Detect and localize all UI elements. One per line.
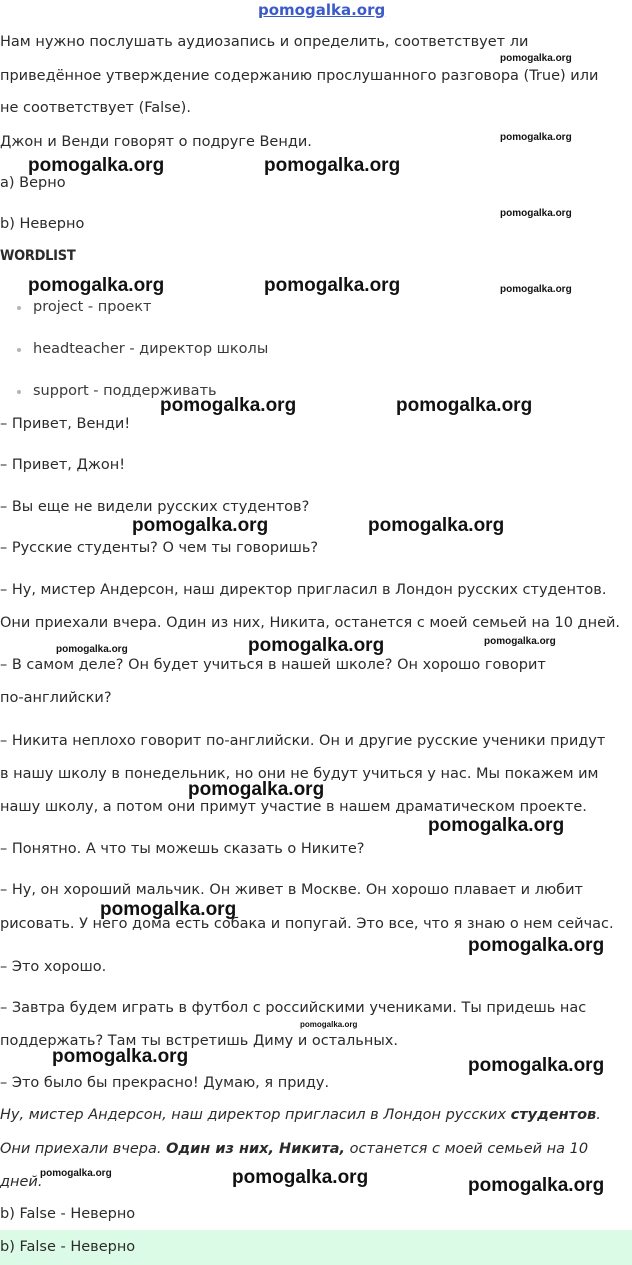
dialogue-line: Они приехали вчера. Один из них, Никита, останется с моей семьей на 10 дней. (0, 615, 621, 631)
watermark: pomogalka.org (500, 53, 572, 64)
statement: Джон и Венди говорят о подруге Венди. (0, 134, 312, 150)
dialogue-line: – Привет, Венди! (0, 416, 131, 432)
dialogue-line: – В самом деле? Он будет учиться в нашей школе? Он хорошо говорит (0, 657, 546, 673)
dialogue-line: – Понятно. А что ты можешь сказать о Никите? (0, 841, 365, 857)
watermark: pomogalka.org (428, 815, 565, 836)
dialogue-line: – Привет, Джон! (0, 457, 126, 473)
dialogue-line: – Это было бы прекрасно! Думаю, я приду. (0, 1075, 330, 1091)
answer-highlight-text: b) False - Неверно (0, 1239, 136, 1255)
wordlist-item: support - поддерживать (33, 383, 217, 399)
dialogue-line: – Никита неплохо говорит по-английски. Он и другие русские ученики придут (0, 733, 606, 749)
bullet-dot-icon (17, 390, 21, 394)
quote-line-3: дней. (0, 1174, 43, 1190)
dialogue-line: – Завтра будем играть в футбол с российскими учениками. Ты придешь нас (0, 1000, 587, 1016)
watermark: pomogalka.org (52, 1046, 189, 1067)
watermark: pomogalka.org (160, 395, 297, 416)
bullet-dot-icon (17, 348, 21, 352)
watermark: pomogalka.org (100, 899, 237, 920)
watermark: pomogalka.org (500, 208, 572, 219)
bullet-dot-icon (17, 306, 21, 310)
watermark: pomogalka.org (468, 935, 605, 956)
watermark: pomogalka.org (468, 1055, 605, 1076)
answer-text: b) False - Неверно (0, 1206, 136, 1222)
intro-line-3: не соответствует (False). (0, 100, 191, 116)
watermark: pomogalka.org (40, 1168, 112, 1179)
wordlist-title: WORDLIST (0, 248, 76, 264)
intro-line-1: Нам нужно послушать аудиозапись и определить, соответствует ли (0, 34, 529, 50)
quote-text: Они приехали вчера. (0, 1141, 167, 1157)
option-b: b) Неверно (0, 216, 85, 232)
wordlist-item: project - проект (33, 299, 152, 315)
quote-text: Ну, мистер Андерсон, наш директор пригласил в Лондон русских (0, 1107, 511, 1123)
watermark: pomogalka.org (468, 1175, 605, 1196)
wordlist-item: headteacher - директор школы (33, 341, 269, 357)
intro-line-2: приведённое утверждение содержанию прослушанного разговора (True) или (0, 68, 599, 84)
watermark: pomogalka.org (500, 284, 572, 295)
watermark: pomogalka.org (56, 644, 128, 655)
option-a: a) Верно (0, 175, 66, 191)
watermark: pomogalka.org (264, 155, 401, 176)
quote-text: останется с моей семьей на 10 (345, 1141, 589, 1157)
watermark: pomogalka.org (300, 1020, 358, 1029)
watermark: pomogalka.org (28, 275, 165, 296)
site-logo-link[interactable]: pomogalka.org (258, 1, 386, 19)
watermark: pomogalka.org (484, 636, 556, 647)
dialogue-line: – Это хорошо. (0, 959, 107, 975)
dialogue-line: – Вы еще не видели русских студентов? (0, 499, 310, 515)
watermark: pomogalka.org (396, 395, 533, 416)
quote-highlight: Один из них, Никита, (166, 1141, 346, 1157)
dialogue-line: по-английски? (0, 690, 112, 706)
dialogue-line: – Ну, он хороший мальчик. Он живет в Москве. Он хорошо плавает и любит (0, 882, 583, 898)
quote-highlight: студентов (510, 1107, 597, 1123)
quote-line-1 (0, 1105, 601, 1125)
quote-line-2 (0, 1139, 588, 1159)
dialogue-line: – Русские студенты? О чем ты говоришь? (0, 540, 319, 556)
watermark: pomogalka.org (188, 779, 325, 800)
quote-text: . (596, 1107, 601, 1123)
dialogue-line: нашу школу, а потом они примут участие в нашем драматическом проекте. (0, 799, 587, 815)
dialogue-line: в нашу школу в понедельник, но они не будут учиться у нас. Мы покажем им (0, 766, 599, 782)
dialogue-line: поддержать? Там ты встретишь Диму и остальных. (0, 1033, 398, 1049)
dialogue-line: – Ну, мистер Андерсон, наш директор пригласил в Лондон русских студентов. (0, 582, 607, 598)
watermark: pomogalka.org (132, 515, 269, 536)
dialogue-line: рисовать. У него дома есть собака и попугай. Это все, что я знаю о нем сейчас. (0, 916, 614, 932)
watermark: pomogalka.org (264, 275, 401, 296)
watermark: pomogalka.org (368, 515, 505, 536)
watermark: pomogalka.org (232, 1167, 369, 1188)
watermark: pomogalka.org (500, 132, 572, 143)
watermark: pomogalka.org (248, 635, 385, 656)
watermark: pomogalka.org (28, 155, 165, 176)
